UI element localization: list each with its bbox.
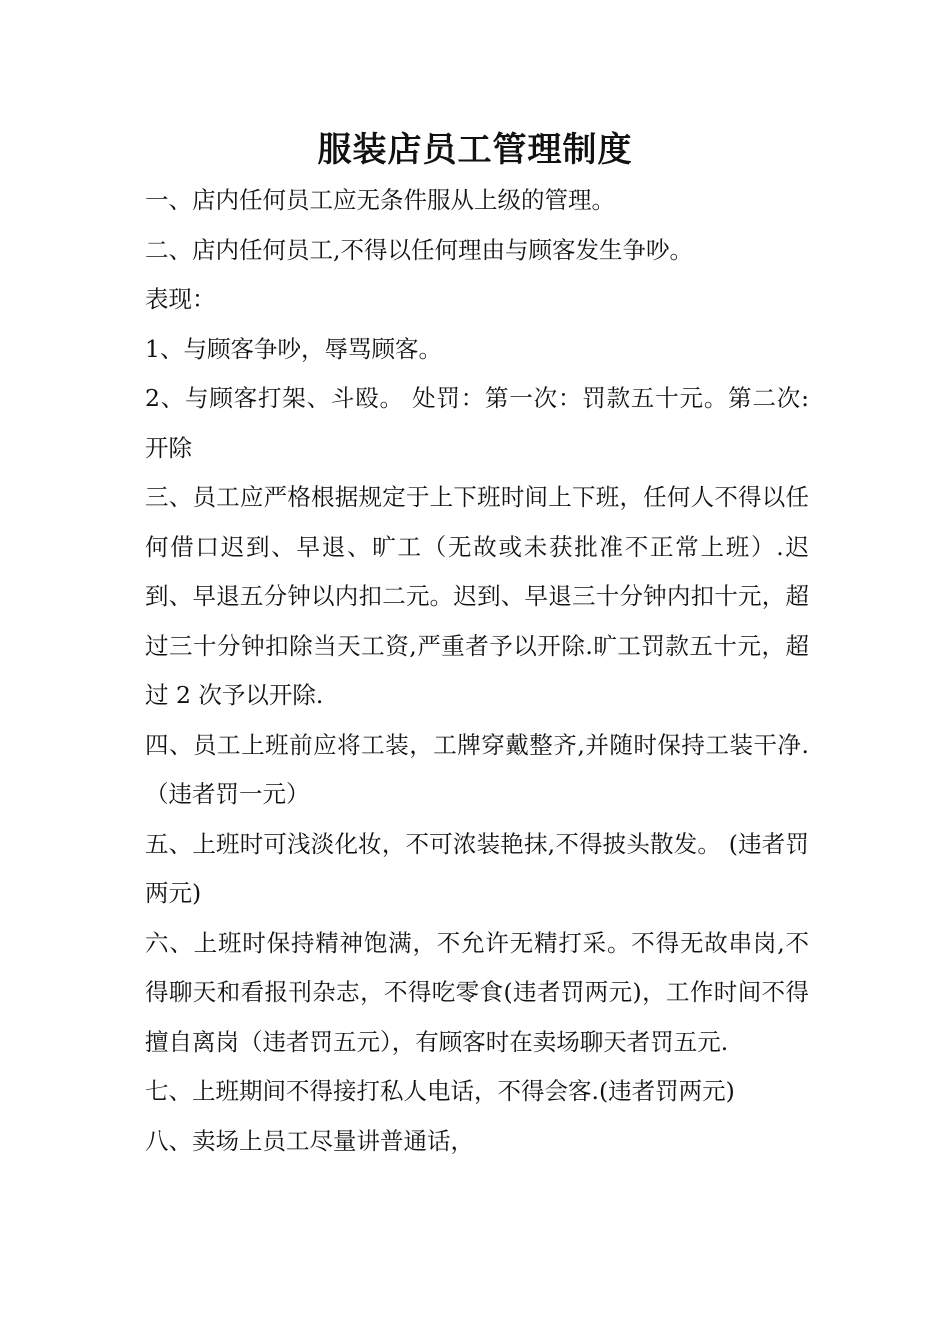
paragraph-rule-5: 五、上班时可浅淡化妆，不可浓装艳抹,不得披头散发。 (违者罚两元) [145,829,809,907]
paragraph-rule-2: 二、店内任何员工,不得以任何理由与顾客发生争吵。 [145,235,693,264]
paragraph-manifestation-heading: 表现： [145,285,216,313]
paragraph-rule-8: 八、卖场上员工尽量讲普通话， [145,1126,474,1155]
paragraph-rule-7: 七、上班期间不得接打私人电话，不得会客.(违者罚两元) [145,1077,735,1105]
paragraph-rule-4: 四、员工上班前应将工装，工牌穿戴整齐,并随时保持工装干净.（违者罚一元） [145,730,809,808]
paragraph-rule-3: 三、员工应严格根据规定于上下班时间上下班，任何人不得以任何借口迟到、早退、旷工（无故或未获批准不正常上班）.迟到、早退五分钟以内扣二元。迟到、早退三十分钟内扣十元，超过三十分钟扣除当天工资,严重者予以开除.旷工罚款五十元，超过 2 次予以开除. [145,483,809,709]
document-body [145,176,809,1166]
paragraph-manifestation-2: 2、与顾客打架、斗殴。 处罚：第一次：罚款五十元。第二次:开除 [145,384,809,462]
paragraph-rule-6: 六、上班时保持精神饱满，不允许无精打采。不得无故串岗,不得聊天和看报刊杂志，不得吃零食(违者罚两元)，工作时间不得擅自离岗（违者罚五元），有顾客时在卖场聊天者罚五元. [145,928,809,1056]
document-title: 服装店员工管理制度 [317,130,633,170]
paragraph-manifestation-1: 1、与顾客争吵，辱骂顾客。 [145,334,442,363]
paragraph-rule-1: 一、店内任何员工应无条件服从上级的管理。 [145,186,615,214]
